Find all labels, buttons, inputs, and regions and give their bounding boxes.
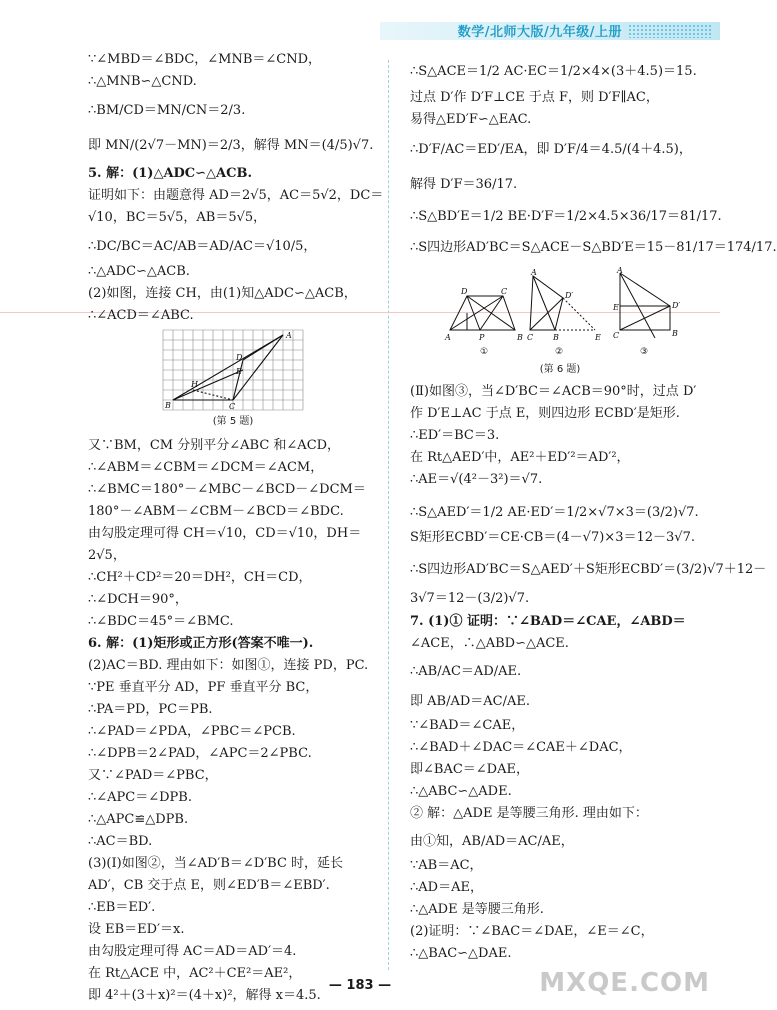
watermark: MXQE.COM <box>539 968 710 998</box>
text-line: ∴∠APC＝∠DPB. <box>88 790 192 805</box>
figure-5 <box>163 330 303 410</box>
svg-text:D′: D′ <box>672 301 681 310</box>
header-title: 数学/北师大版/九年级/上册 <box>457 25 622 40</box>
problem-7-heading: 7. (1)① 证明：∵∠BAD＝∠CAE，∠ABD＝ <box>410 614 686 629</box>
text-line: ∴DC/BC＝AC/AB＝AD/AC＝√10/5， <box>88 239 317 254</box>
left-column <box>88 52 384 1010</box>
text-line: ∴CH²＋CD²＝20＝DH²，CH＝CD， <box>88 570 312 585</box>
text-line: S矩形ECBD′＝CE·CB＝(4－√7)×3＝12－3√7. <box>410 530 695 545</box>
fig5-label-E: E <box>236 367 242 376</box>
text-line: ∴S△AED′＝1/2 AE·ED′＝1/2×√7×3＝(3/2)√7. <box>410 505 699 520</box>
svg-text:A: A <box>617 266 623 275</box>
problem-5-heading: 5. 解：(1)△ADC∽△ACB. <box>88 166 252 181</box>
text-line: 即 AB/AD＝AC/AE. <box>410 694 530 709</box>
text-line: ∴∠ABM＝∠CBM＝∠DCM＝∠ACM， <box>88 460 324 475</box>
text-line: ∴∠BAD＋∠DAC＝∠CAE＋∠DAC， <box>410 740 632 755</box>
text-line: 即 MN/(2√7－MN)＝2/3，解得 MN＝(4/5)√7. <box>88 138 374 153</box>
svg-text:D′: D′ <box>565 291 574 300</box>
text-line: 180°－∠ABM－∠CBM－∠BCD＝∠BDC. <box>88 504 344 519</box>
svg-text:B: B <box>517 333 523 342</box>
svg-text:E: E <box>595 333 601 342</box>
text-line: 在 Rt△ACE 中，AC²＋CE²＝AE²， <box>88 966 302 981</box>
figure-6 <box>445 266 681 358</box>
text-line: (3)(Ⅰ)如图②，当∠AD′B＝∠D′BC 时，延长 <box>88 856 344 871</box>
text-line: 易得△ED′F∽△EAC. <box>410 112 532 127</box>
text-line: ∴BM/CD＝MN/CN＝2/3. <box>88 103 246 118</box>
fig5-label-H: H <box>191 380 198 389</box>
page-number: — 183 — <box>328 978 392 993</box>
text-line: ∴D′F/AC＝ED′/EA，即 D′F/4＝4.5/(4＋4.5)， <box>410 142 692 157</box>
text-line: 过点 D′作 D′F⊥CE 于点 F，则 D′F∥AC， <box>410 90 659 105</box>
fig6-sub-3: ③ <box>640 347 649 357</box>
fig6-sub-1: ① <box>480 347 489 357</box>
text-line: ∴∠DPB＝2∠PAD，∠APC＝2∠PBC. <box>88 746 312 761</box>
problem-6-heading: 6. 解：(1)矩形或正方形(答案不唯一). <box>88 636 314 651</box>
text-line: 又∵BM，CM 分别平分∠ABC 和∠ACD， <box>88 438 341 453</box>
text-line: ∴AD＝AE， <box>410 880 483 895</box>
fig5-label-D: D <box>236 353 243 362</box>
text-line: ∴AC＝BD. <box>88 834 153 849</box>
text-line: 由勾股定理可得 CH＝√10，CD＝√10，DH＝ <box>88 526 362 541</box>
column-divider <box>388 60 389 970</box>
svg-text:A: A <box>445 333 451 342</box>
text-line: (2)AC＝BD. 理由如下：如图①，连接 PD，PC. <box>88 658 369 673</box>
text-line: 设 EB＝ED′＝x. <box>88 922 185 937</box>
right-column <box>410 58 777 968</box>
figure-5-caption: (第 5 题) <box>212 416 254 427</box>
svg-text:B: B <box>553 333 559 342</box>
text-line: ∴△ABC∽△ADE. <box>410 784 512 799</box>
text-line: ∴∠BDC＝45°＝∠BMC. <box>88 614 234 629</box>
text-line: ∴S四边形AD′BC＝S△AED′＋S矩形ECBD′＝(3/2)√7＋12－ <box>410 562 767 577</box>
text-line: 即 4²＋(3＋x)²＝(4＋x)²，解得 x＝4.5. <box>88 988 321 1003</box>
text-line: ∴∠DCH＝90°， <box>88 592 188 607</box>
page-header <box>0 0 720 44</box>
text-line: ∴PA＝PD，PC＝PB. <box>88 702 213 717</box>
text-line: ∴AE＝√(4²－3²)＝√7. <box>410 472 543 487</box>
svg-text:C: C <box>501 287 508 296</box>
text-line: ∵PE 垂直平分 AD，PF 垂直平分 BC， <box>88 680 319 695</box>
text-line: 由①知，AB/AD＝AC/AE， <box>410 834 574 849</box>
svg-text:P: P <box>479 333 485 342</box>
text-line: ∴AB/AC＝AD/AE. <box>410 664 522 679</box>
text-line: ∴△ADE 是等腰三角形. <box>410 902 544 917</box>
svg-text:D: D <box>461 287 468 296</box>
figure-6-caption: (第 6 题) <box>539 364 581 375</box>
svg-text:C: C <box>527 333 534 342</box>
text-line: ② 解：△ADE 是等腰三角形. 理由如下： <box>410 806 648 821</box>
text-line: 证明如下：由题意得 AD＝2√5，AC＝5√2，DC＝ <box>88 188 384 203</box>
fig5-label-A: A <box>286 331 292 340</box>
svg-text:A: A <box>531 268 537 277</box>
text-line: ∴∠ACD＝∠ABC. <box>88 308 194 323</box>
text-line: ∴S△BD′E＝1/2 BE·D′F＝1/2×4.5×36/17＝81/17. <box>410 209 722 224</box>
fig6-sub-2: ② <box>555 347 564 357</box>
text-line: 又∵∠PAD＝∠PBC， <box>88 768 218 783</box>
fig5-label-C: C <box>229 402 236 411</box>
text-line: ∴△ADC∽△ACB. <box>88 264 190 279</box>
header-dot-pattern <box>628 24 712 38</box>
fig5-label-B: B <box>165 401 171 410</box>
text-line: ∴∠BMC＝180°－∠MBC－∠BCD－∠DCM＝ <box>88 482 366 497</box>
text-line: 2√5， <box>88 548 126 563</box>
text-line: 3√7＝12－(3/2)√7. <box>410 591 530 606</box>
text-line: 由勾股定理可得 AC＝AD＝AD′＝4. <box>88 944 297 959</box>
text-line: ∴ED′＝BC＝3. <box>410 428 500 443</box>
text-line: 作 D′E⊥AC 于点 E，则四边形 ECBD′是矩形. <box>410 406 680 421</box>
text-line: ∵AB＝AC， <box>410 858 483 873</box>
text-line: (2)如图，连接 CH，由(1)知△ADC∽△ACB， <box>88 286 357 301</box>
text-line: (2)证明：∵∠BAC＝∠DAE，∠E＝∠C， <box>410 924 654 939</box>
text-line: 在 Rt△AED′中，AE²＋ED′²＝AD′²， <box>410 450 630 465</box>
text-line: ∴△APC≌△DPB. <box>88 812 189 827</box>
text-line: ∵∠MBD＝∠BDC，∠MNB＝∠CND， <box>88 52 322 67</box>
text-line: ∴△BAC∽△DAE. <box>410 946 512 961</box>
text-line: 即∠BAC＝∠DAE， <box>410 762 529 777</box>
svg-text:B: B <box>672 329 678 338</box>
text-line: AD′，CB 交于点 E，则∠ED′B＝∠EBD′. <box>88 878 330 893</box>
text-line: √10，BC＝5√5，AB＝5√5， <box>88 210 267 225</box>
text-line: ∴EB＝ED′. <box>88 900 156 915</box>
text-line: 解得 D′F＝36/17. <box>410 177 518 192</box>
svg-text:C: C <box>613 331 620 340</box>
text-line: ∴∠PAD＝∠PDA，∠PBC＝∠PCB. <box>88 724 296 739</box>
svg-text:E: E <box>613 303 619 312</box>
text-line: ∵∠BAD＝∠CAE， <box>410 718 525 733</box>
text-line: ∴△MNB∽△CND. <box>88 74 197 89</box>
text-line: ∴S四边形AD′BC＝S△ACE－S△BD′E＝15－81/17＝174/17. <box>410 240 777 255</box>
text-line: ∴S△ACE＝1/2 AC·EC＝1/2×4×(3＋4.5)＝15. <box>410 64 697 79</box>
text-line: (Ⅱ)如图③，当∠D′BC＝∠ACB＝90°时，过点 D′ <box>410 384 697 399</box>
text-line: ∠ACE，∴△ABD∽△ACE. <box>410 636 569 651</box>
